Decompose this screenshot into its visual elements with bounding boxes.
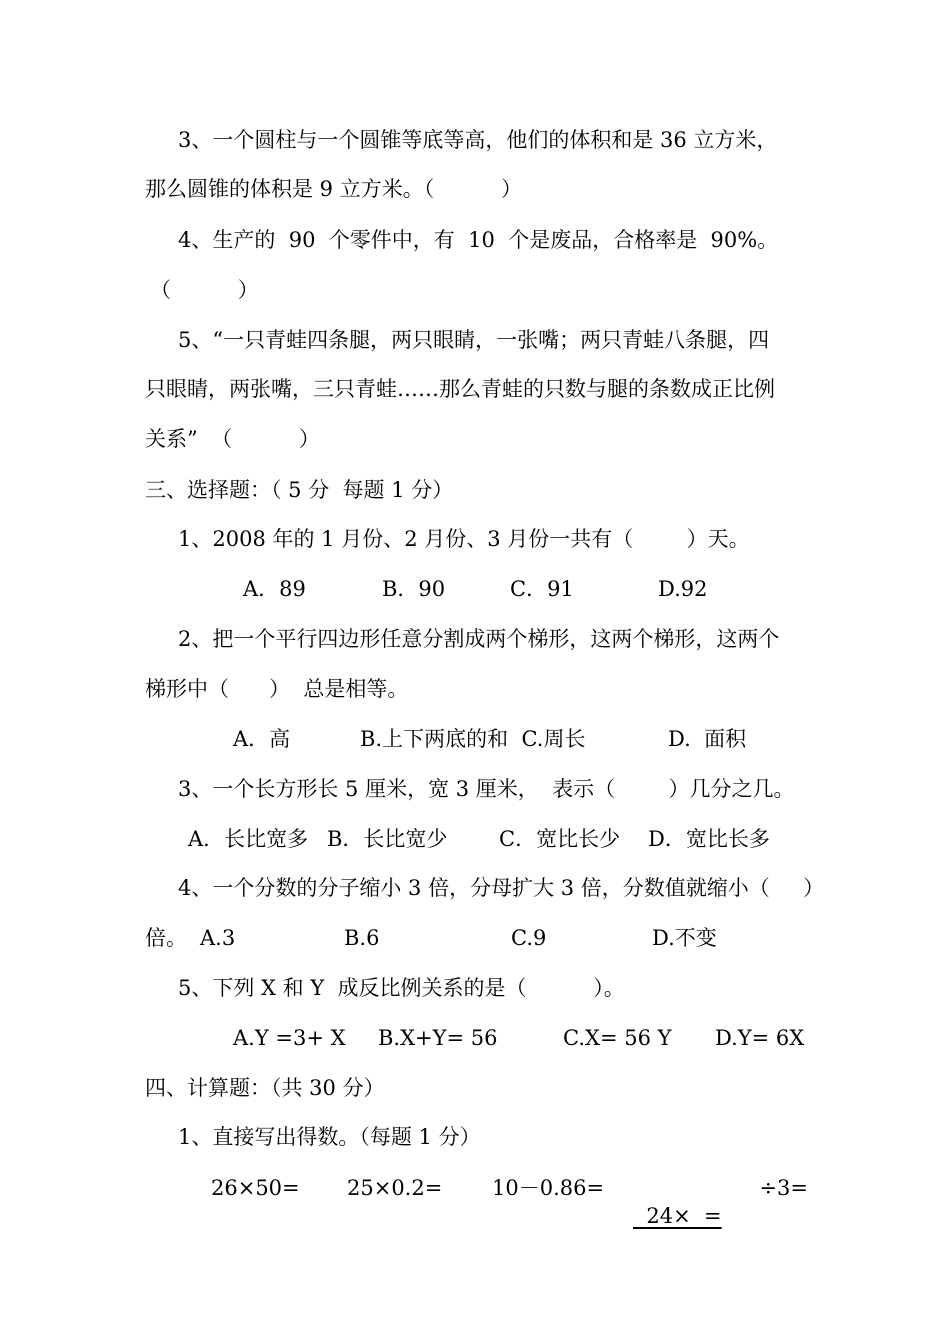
choice-q2-option-d: D. 面积: [668, 727, 747, 751]
choice-q1-option-a: A．89: [243, 577, 306, 601]
calc-item-2: 25×0.2=: [347, 1176, 443, 1200]
choice-q3-option-c: C．宽比长少: [499, 827, 621, 851]
choice-q4-option-b: B.6: [344, 926, 380, 950]
judge-q5-line2: 只眼睛，两张嘴，三只青蛙……那么青蛙的只数与腿的条数成正比例: [145, 377, 775, 401]
choice-q3-option-b: B．长比宽少: [327, 827, 448, 851]
judge-q4-line2: （ ）: [150, 278, 259, 302]
calc-item-5: ÷3=: [759, 1176, 808, 1200]
choice-q5-option-a: A.Y =3+ X: [233, 1026, 346, 1050]
calc-item-3: 10－0.86=: [492, 1176, 605, 1200]
choice-q3-option-a: A．长比宽多: [188, 827, 309, 851]
choice-q5-option-b: B.X+Y= 56: [378, 1026, 498, 1050]
judge-q3-line2: 那么圆锥的体积是 9 立方米。（ ）: [145, 177, 522, 201]
choice-q3-option-d: D．宽比长多: [648, 827, 770, 851]
choice-q4-text: 4、一个分数的分子缩小 3 倍，分母扩大 3 倍，分数值就缩小（ ）: [178, 876, 825, 900]
judge-q5-line1: 5、“一只青蛙四条腿，两只眼睛，一张嘴；两只青蛙八条腿，四: [178, 328, 770, 352]
calc-item-4-underlined: [633, 1174, 808, 1230]
choice-q1-option-d: D.92: [658, 577, 708, 601]
calc-item-4: 24× =: [646, 1204, 722, 1228]
calc-heading: 四、计算题：（共 30 分）: [145, 1076, 385, 1100]
judge-q5-line3: 关系” （ ）: [145, 427, 320, 451]
judge-q3-line1: 3、一个圆柱与一个圆锥等底等高，他们的体积和是 36 立方米，: [178, 128, 778, 152]
choice-q2-line2: 梯形中（ ） 总是相等。: [145, 677, 409, 701]
choice-heading: 三、选择题：（ 5 分 每题 1 分）: [145, 478, 454, 502]
calc-sub1: 1、直接写出得数。（每题 1 分）: [178, 1125, 481, 1149]
choice-q3-text: 3、一个长方形长 5 厘米，宽 3 厘米， 表示（ ）几分之几。: [178, 777, 795, 801]
choice-q1-option-c: C．91: [510, 577, 574, 601]
choice-q5-text: 5、下列 X 和 Y 成反比例关系的是（ ）。: [178, 976, 625, 1000]
choice-q2-line1: 2、把一个平行四边形任意分割成两个梯形，这两个梯形，这两个: [178, 627, 780, 651]
choice-q5-option-c: C.X= 56 Y: [563, 1026, 672, 1050]
choice-q2-option-bc: B.上下两底的和 C.周长: [360, 727, 586, 751]
choice-q1-option-b: B．90: [382, 577, 446, 601]
choice-q4-prefix: 倍。: [145, 926, 187, 950]
choice-q1-text: 1、2008 年的 1 月份、2 月份、3 月份一共有（ ）天。: [178, 527, 750, 551]
choice-q4-option-a: A.3: [200, 926, 236, 950]
choice-q2-option-a: A．高: [233, 727, 291, 751]
choice-q4-option-c: C.9: [511, 926, 547, 950]
choice-q4-option-d: D.不变: [652, 926, 717, 950]
choice-q5-option-d: D.Y= 6X: [715, 1026, 805, 1050]
calc-item-1: 26×50=: [211, 1176, 300, 1200]
judge-q4-line1: 4、生产的 90 个零件中，有 10 个是废品，合格率是 90%。: [178, 228, 779, 252]
